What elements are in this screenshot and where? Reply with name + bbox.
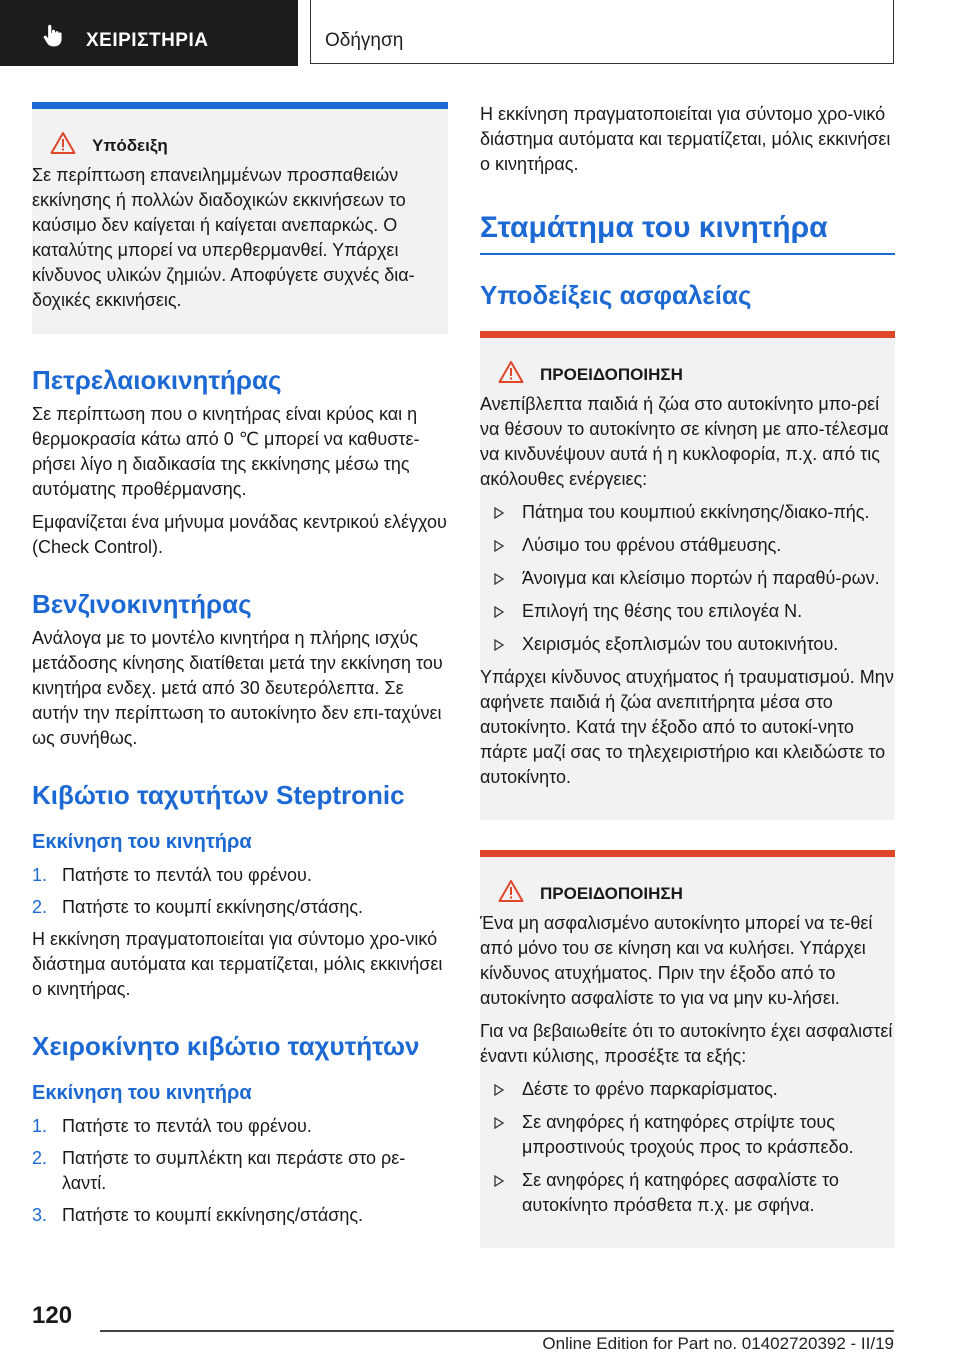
right-intro: Η εκκίνηση πραγματοποιείται για σύντομο χρο-νικό διάστημα αυτόματα και τερματίζεται, μόλις εκκινήσει ο κινητήρας. [480, 104, 891, 174]
warning-2-title-row [480, 883, 895, 905]
warning-1-list [480, 500, 895, 657]
diesel-paragraph-2: Εμφανίζεται ένα μήνυμα μονάδας κεντρικού ελέγχου (Check Control). [32, 512, 447, 557]
warning-1-title-row [480, 364, 895, 386]
manual-subheading: Εκκίνηση του κινητήρα [32, 1082, 252, 1104]
section-header [310, 0, 894, 64]
list-item: Δέστε το φρένο παρκαρίσματος. [480, 1077, 895, 1102]
triangle-bullet-icon [494, 540, 504, 552]
list-item: Επιλογή της θέσης του επιλογέα N. [480, 599, 895, 624]
page-header [0, 0, 960, 66]
edition-line[interactable]: Online Edition for Part no. 01402720392 - II/19 [542, 1334, 894, 1353]
section-header-label: Οδήγηση [325, 30, 404, 51]
note-title: Υπόδειξη [92, 136, 168, 155]
chapter-tab[interactable] [0, 0, 298, 66]
triangle-bullet-icon [494, 1084, 504, 1096]
warning-2-title: ΠΡΟΕΙΔΟΠΟΙΗΣΗ [540, 883, 683, 903]
triangle-bullet-icon [494, 1175, 504, 1187]
petrol-paragraph-1: Ανάλογα με το μοντέλο κινητήρα η πλήρης ισχύς μετάδοσης κίνησης διατίθεται μετά την εκκίνηση του κινητήρα ενδεχ. μετά από 30 δευτερόλεπτα. Σε αυτήν την περίπτωση το αυτοκίνητο δεν επι-ταχύνει ως συνήθως. [32, 628, 443, 748]
right-column [480, 102, 895, 1248]
manual-heading: Χειροκίνητο κιβώτιο ταχυτήτων [32, 1031, 420, 1061]
warning-2-paragraph-2: Για να βεβαιωθείτε ότι το αυτοκίνητο έχει ασφαλιστεί έναντι κύλισης, προσέξτε τα εξής: [480, 1020, 893, 1066]
list-item: Χειρισμός εξοπλισμών του αυτοκινήτου. [480, 632, 895, 657]
diesel-heading: Πετρελαιοκινητήρας [32, 365, 282, 395]
safety-heading: Υποδείξεις ασφαλείας [480, 279, 752, 310]
list-item: 2. Πατήστε το συμπλέκτη και περάστε στο ρε-λαντί. [32, 1148, 406, 1193]
diesel-paragraph-1: Σε περίπτωση που ο κινητήρας είναι κρύος και η θερμοκρασία κάτω από 0 ℃ μπορεί να καθυστε-ρήσει λίγο η διαδικασία της εκκίνησης μέσω της αυτόματης προθέρμανσης. [32, 404, 420, 499]
steptronic-steps [32, 863, 448, 920]
triangle-bullet-icon [494, 507, 504, 519]
warning-triangle-icon [50, 131, 76, 155]
list-item: 2. Πατήστε το κουμπί εκκίνησης/στάσης. [32, 897, 364, 917]
left-column [32, 102, 448, 1235]
warning-triangle-icon [498, 879, 524, 903]
warning-1-title: ΠΡΟΕΙΔΟΠΟΙΗΣΗ [540, 364, 683, 384]
footer-rule [100, 1330, 894, 1332]
page-number: 120 [32, 1302, 73, 1329]
list-item: Σε ανηφόρες ή κατηφόρες στρίψτε τους μπροστινούς τροχούς προς το κράσπεδο. [480, 1110, 895, 1160]
list-item: 1. Πατήστε το πεντάλ του φρένου. [32, 1116, 312, 1136]
warning-1-text: Ανεπίβλεπτα παιδιά ή ζώα στο αυτοκίνητο μπο-ρεί να θέσουν το αυτοκίνητο σε κίνηση με απο-τέλεσμα να κινδυνέψουν αυτά ή η κυκλοφορία, π.χ. από τις ακόλουθες ενέργειες: [480, 393, 889, 489]
stop-engine-heading: Σταμάτημα του κινητήρα [480, 211, 828, 244]
list-item: 1. Πατήστε το πεντάλ του φρένου. [32, 865, 312, 885]
manual-steps [32, 1114, 448, 1228]
steptronic-after: Η εκκίνηση πραγματοποιείται για σύντομο χρο-νικό διάστημα αυτόματα και τερματίζεται, μόλις εκκινήσει ο κινητήρας. [32, 929, 443, 999]
triangle-bullet-icon [494, 573, 504, 585]
steptronic-heading: Κιβώτιο ταχυτήτων Steptronic [32, 780, 405, 810]
list-item: Πάτημα του κουμπιού εκκίνησης/διακο-πής. [480, 500, 895, 525]
steptronic-subheading: Εκκίνηση του κινητήρα [32, 831, 252, 853]
triangle-bullet-icon [494, 1117, 504, 1129]
warning-2-list [480, 1077, 895, 1218]
note-text: Σε περίπτωση επανειλημμένων προσπαθειών εκκίνησης ή πολλών διαδοχικών εκκινήσεων το καύσιμο δεν καίγεται ή καίγεται ανεπαρκώς. Ο καταλύτης μπορεί να υπερθερμανθεί. Υπάρχει κίνδυνος υλικών ζημιών. Αποφύγετε συχνές δια-δοχικές εκκινήσεις. [32, 165, 415, 310]
triangle-bullet-icon [494, 639, 504, 651]
list-item: Λύσιμο του φρένου στάθμευσης. [480, 533, 895, 558]
note-box [32, 102, 448, 334]
list-item: Άνοιγμα και κλείσιμο πορτών ή παραθύ-ρων. [480, 566, 895, 591]
warning-box-2 [480, 850, 895, 1248]
note-title-row [32, 135, 448, 157]
triangle-bullet-icon [494, 606, 504, 618]
warning-box-1 [480, 331, 895, 820]
list-item: Σε ανηφόρες ή κατηφόρες ασφαλίστε το αυτοκίνητο πρόσθετα π.χ. με σφήνα. [480, 1168, 895, 1218]
warning-1-after: Υπάρχει κίνδυνος ατυχήματος ή τραυματισμού. Μην αφήνετε παιδιά ή ζώα ανεπιτήρητα μέσα στο αυτοκίνητο. Κατά την έξοδο από το αυτοκί-νητο πάρτε μαζί σας το τηλεχειριστήριο και κλειδώστε το αυτοκίνητο. [480, 666, 894, 787]
hand-pointer-icon [40, 22, 66, 48]
petrol-heading: Βενζινοκινητήρας [32, 589, 252, 619]
list-item: 3. Πατήστε το κουμπί εκκίνησης/στάσης. [32, 1205, 364, 1225]
warning-2-paragraph-1: Ένα μη ασφαλισμένο αυτοκίνητο μπορεί να τε-θεί από μόνο του σε κίνηση και να κυλήσει. Υπάρχει κίνδυνος ατυχήματος. Πριν την έξοδο από το αυτοκίνητο ασφαλίστε το για να μην κυ-λήσει. [480, 912, 873, 1008]
warning-triangle-icon [498, 360, 524, 384]
chapter-tab-label: ΧΕΙΡΙΣΤΗΡΙΑ [86, 30, 209, 51]
